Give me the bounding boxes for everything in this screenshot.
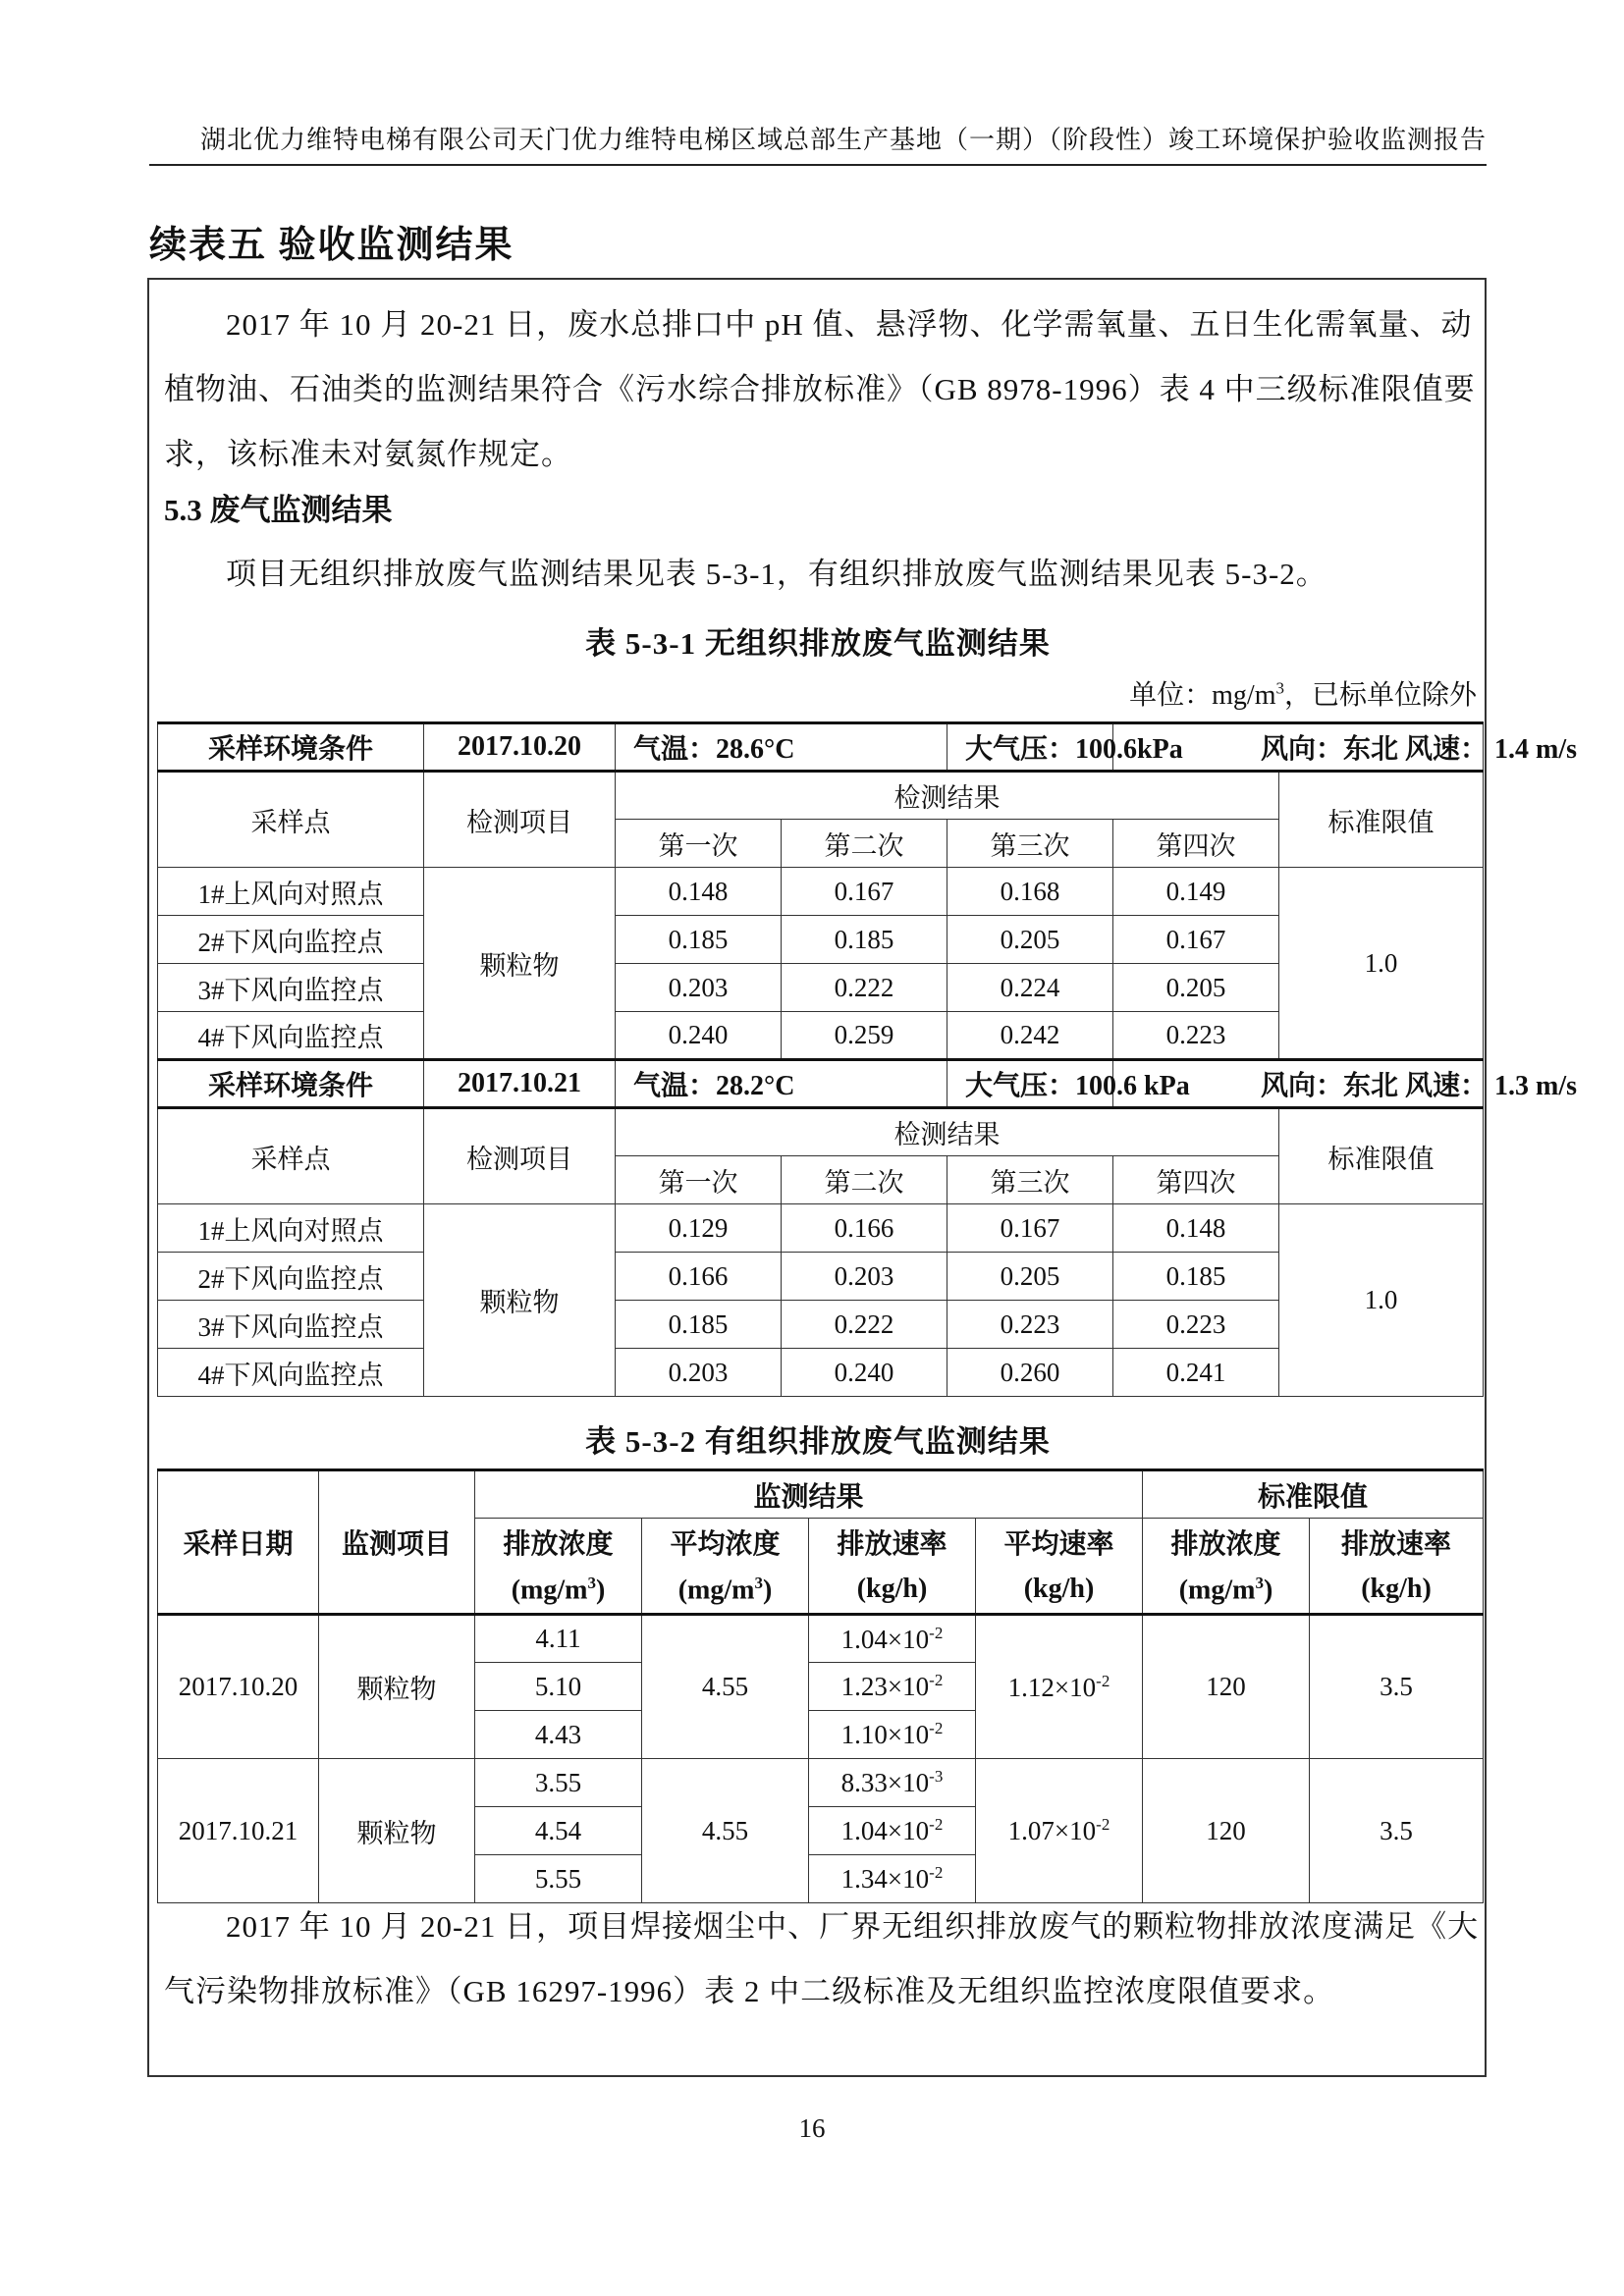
table1-subheader-row: 第一次 第二次 第三次 第四次 bbox=[158, 820, 1484, 868]
table-row: 4#下风向监控点 0.203 0.240 0.260 0.241 bbox=[158, 1349, 1484, 1397]
table-row: 2017.10.21 颗粒物 3.55 4.55 $8.33\times 10^{-3}$ $1.07\times 10^{-2}$ 120 3.5 bbox=[158, 1759, 1484, 1807]
table2-caption: 表 5-3-2 有组织排放废气监测结果 bbox=[585, 1424, 1051, 1459]
table-row: 1#上风向对照点 颗粒物 0.148 0.167 0.168 0.149 1.0 bbox=[158, 868, 1484, 916]
table2-unit-row: $(mg/m^3)$ $(mg/m^3)$ (kg/h) (kg/h) $(mg/m^3)$ (kg/h) bbox=[158, 1567, 1484, 1615]
table1-subheader-row: 第一次 第二次 第三次 第四次 bbox=[158, 1156, 1484, 1204]
subsection-heading: 5.3 废气监测结果 bbox=[164, 493, 393, 527]
table-row: 4.54 $1.04\times 10^{-2}$ bbox=[158, 1807, 1484, 1855]
stack-emission-table bbox=[157, 1468, 1484, 1903]
wastewater-paragraph: 2017 年 10 月 20-21 日，废水总排口中 pH 值、悬浮物、化学需氧量、五日生化需氧量、动植物油、石油类的监测结果符合《污水综合排放标准》（GB 8978-1996）表 4 中三级标准限值要求，该标准未对氨氮作规定。 bbox=[164, 307, 1476, 471]
table1-condition-row: 采样环境条件 2017.10.21 气温：28.2°C 大气压：100.6 kPa 风向：东北 风速： 1.3 m/s bbox=[158, 1060, 1484, 1108]
section-title: 续表五 验收监测结果 bbox=[149, 225, 514, 266]
table-row: 4#下风向监控点 0.240 0.259 0.242 0.223 bbox=[158, 1012, 1484, 1060]
table-row: 3#下风向监控点 0.185 0.222 0.223 0.223 bbox=[158, 1301, 1484, 1349]
report-header: 湖北优力维特电梯有限公司天门优力维特电梯区域总部生产基地（一期）（阶段性）竣工环境保护验收监测报告 bbox=[149, 120, 1487, 166]
table2-colname-row: 排放浓度 平均浓度 排放速率 平均速率 排放浓度 排放速率 bbox=[158, 1519, 1484, 1567]
table1-header-row: 采样点 检测项目 检测结果 标准限值 bbox=[158, 1108, 1484, 1156]
table-row: 4.43 $1.10\times 10^{-2}$ bbox=[158, 1711, 1484, 1759]
table-row: 5.55 $1.34\times 10^{-2}$ bbox=[158, 1855, 1484, 1903]
table-row: 1#上风向对照点 颗粒物 0.129 0.166 0.167 0.148 1.0 bbox=[158, 1204, 1484, 1253]
table1-header-row: 采样点 检测项目 检测结果 标准限值 bbox=[158, 772, 1484, 820]
intro-paragraph: 项目无组织排放废气监测结果见表 5-3-1，有组织排放废气监测结果见表 5-3-2。 bbox=[226, 557, 1327, 591]
table2-header-row: 采样日期 监测项目 监测结果 标准限值 bbox=[158, 1470, 1484, 1519]
table-row: 2#下风向监控点 0.185 0.185 0.205 0.167 bbox=[158, 916, 1484, 964]
table-row: 5.10 $1.23\times 10^{-2}$ bbox=[158, 1663, 1484, 1711]
table1-caption: 表 5-3-1 无组织排放废气监测结果 bbox=[585, 626, 1051, 661]
table-row: 3#下风向监控点 0.203 0.222 0.224 0.205 bbox=[158, 964, 1484, 1012]
conclusion-paragraph: 2017 年 10 月 20-21 日，项目焊接烟尘中、厂界无组织排放废气的颗粒物排放浓度满足《大气污染物排放标准》（GB 16297-1996）表 2 中二级标准及无组织监控浓度限值要求。 bbox=[164, 1909, 1480, 2008]
table1-unit: 单位：$mg/m^3$，已标单位除外 bbox=[1129, 678, 1477, 711]
fugitive-emission-table bbox=[157, 721, 1578, 1397]
table1-condition-row: 采样环境条件 2017.10.20 气温：28.6°C 大气压：100.6kPa 风向：东北 风速： 1.4 m/s bbox=[158, 723, 1484, 772]
table-row: 2#下风向监控点 0.166 0.203 0.205 0.185 bbox=[158, 1253, 1484, 1301]
table-row: 2017.10.20 颗粒物 4.11 4.55 $1.04\times 10^{-2}$ $1.12\times 10^{-2}$ 120 3.5 bbox=[158, 1615, 1484, 1663]
page-number: 16 bbox=[798, 2113, 826, 2143]
